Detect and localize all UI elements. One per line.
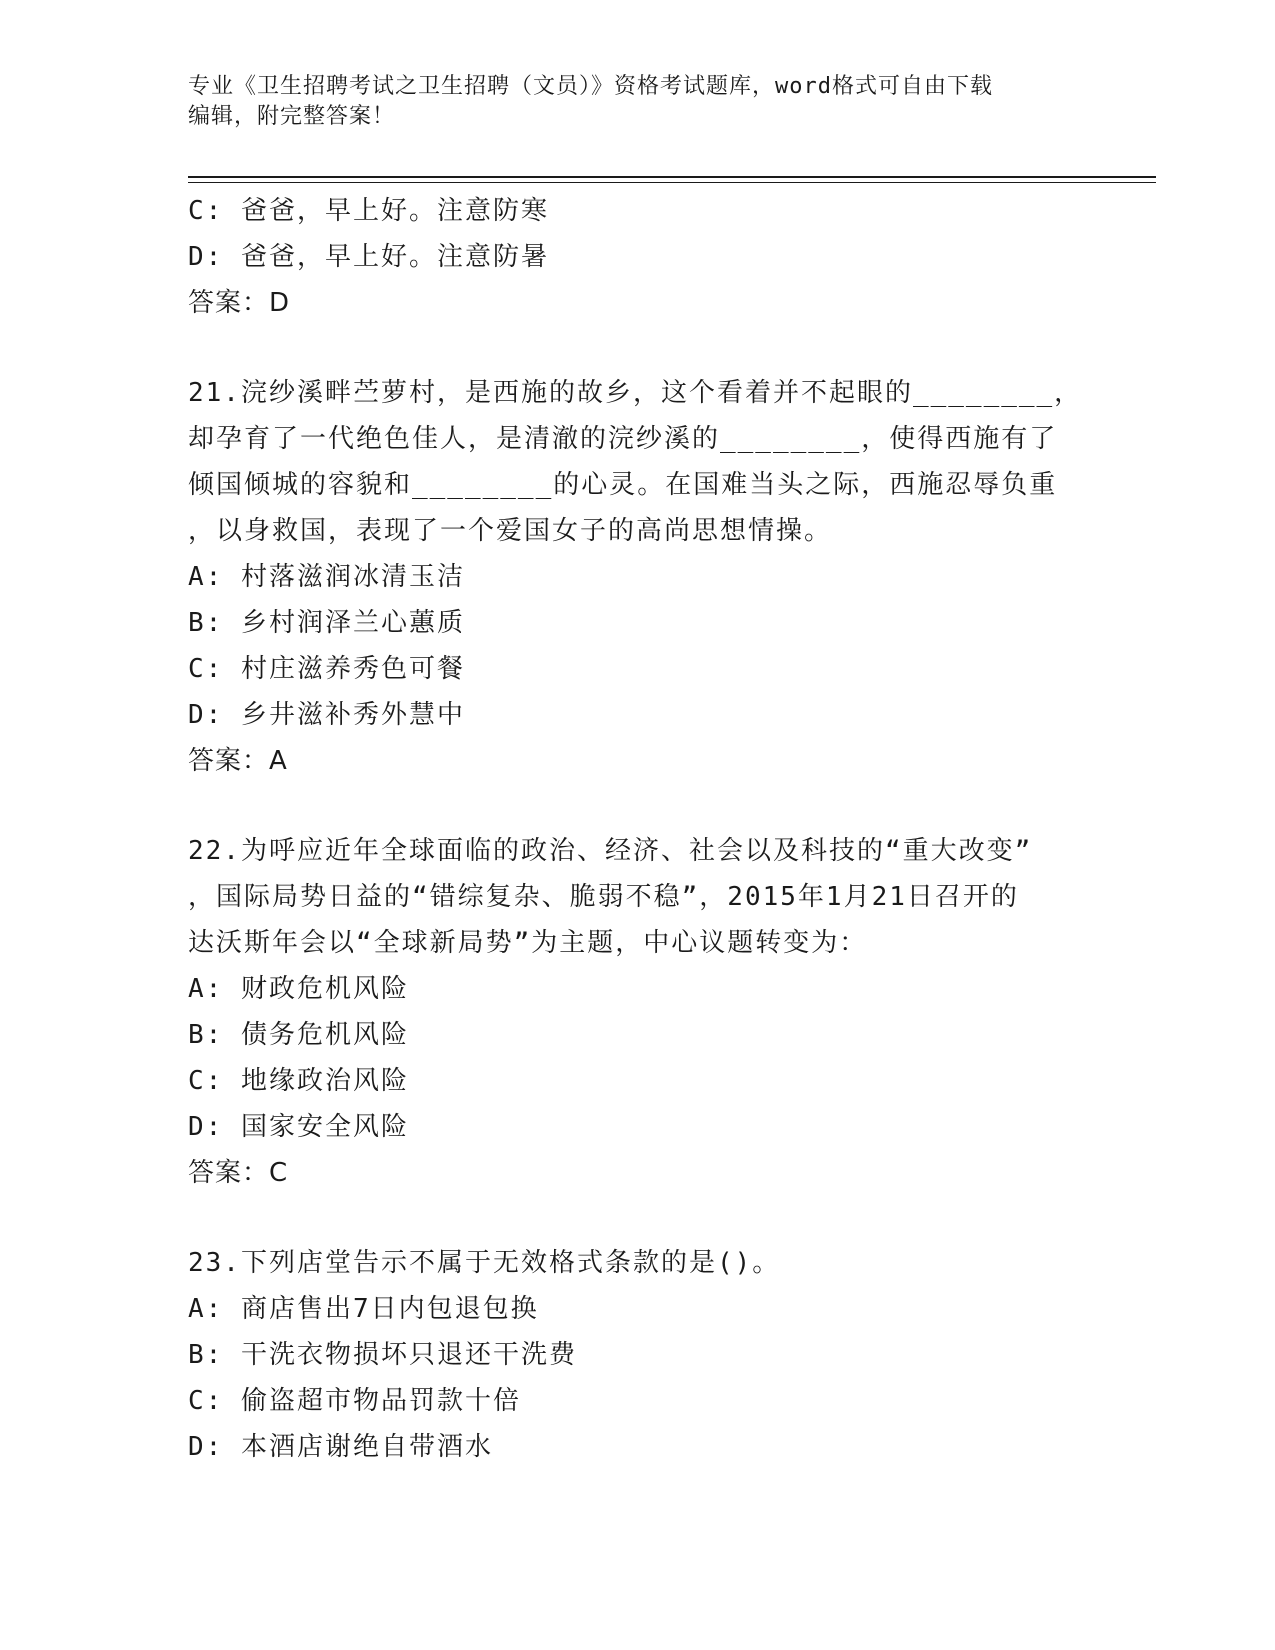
question-stem-line: 22.为呼应近年全球面临的政治、经济、社会以及科技的“重大改变” [188, 836, 1033, 866]
question-21 [188, 370, 1088, 784]
option-b: B: 债务危机风险 [188, 1020, 409, 1050]
spacer [188, 784, 1088, 828]
option-c: C: 爸爸，早上好。注意防寒 [188, 196, 549, 226]
option-a: A: 财政危机风险 [188, 974, 409, 1004]
header-title-line-1: 专业《卫生招聘考试之卫生招聘（文员）》资格考试题库，word格式可自由下载 [188, 74, 993, 99]
page-header [188, 72, 1088, 132]
question-stem-line: 达沃斯年会以“全球新局势”为主题，中心议题转变为： [188, 928, 868, 958]
option-d: D: 国家安全风险 [188, 1112, 409, 1142]
spacer [188, 326, 1088, 370]
question-stem-line: 23.下列店堂告示不属于无效格式条款的是()。 [188, 1248, 781, 1278]
option-a: A: 商店售出7日内包退包换 [188, 1294, 539, 1324]
question-stem-line: ，国际局势日益的“错综复杂、脆弱不稳”，2015年1月21日召开的 [188, 882, 1019, 912]
question-22 [188, 828, 1088, 1196]
spacer [188, 1196, 1088, 1240]
question-23 [188, 1240, 1088, 1470]
header-title-line-2: 编辑，附完整答案！ [188, 104, 396, 129]
question-20-continued [188, 188, 1088, 326]
answer-line: 答案：D [188, 288, 291, 318]
question-stem-line: ，以身救国，表现了一个爱国女子的高尚思想情操。 [188, 516, 833, 546]
option-c: C: 村庄滋养秀色可餐 [188, 654, 465, 684]
option-c: C: 地缘政治风险 [188, 1066, 409, 1096]
answer-line: 答案：C [188, 1158, 289, 1188]
answer-line: 答案：A [188, 746, 288, 776]
question-stem-line: 倾国倾城的容貌和________的心灵。在国难当头之际，西施忍辱负重 [188, 470, 1058, 500]
option-a: A: 村落滋润冰清玉洁 [188, 562, 465, 592]
option-d: D: 本酒店谢绝自带酒水 [188, 1432, 493, 1462]
option-b: B: 干洗衣物损坏只退还干洗费 [188, 1340, 577, 1370]
question-list [188, 188, 1088, 1470]
question-stem-line: 却孕育了一代绝色佳人，是清澈的浣纱溪的________，使得西施有了 [188, 424, 1058, 454]
option-d: D: 爸爸，早上好。注意防暑 [188, 242, 549, 272]
option-c: C: 偷盗超市物品罚款十倍 [188, 1386, 521, 1416]
header-divider-thin [188, 182, 1156, 183]
option-d: D: 乡井滋补秀外慧中 [188, 700, 465, 730]
header-divider-thick [188, 176, 1156, 178]
question-stem-line: 21.浣纱溪畔苎萝村，是西施的故乡，这个看着并不起眼的________， [188, 378, 1083, 408]
option-b: B: 乡村润泽兰心蕙质 [188, 608, 465, 638]
